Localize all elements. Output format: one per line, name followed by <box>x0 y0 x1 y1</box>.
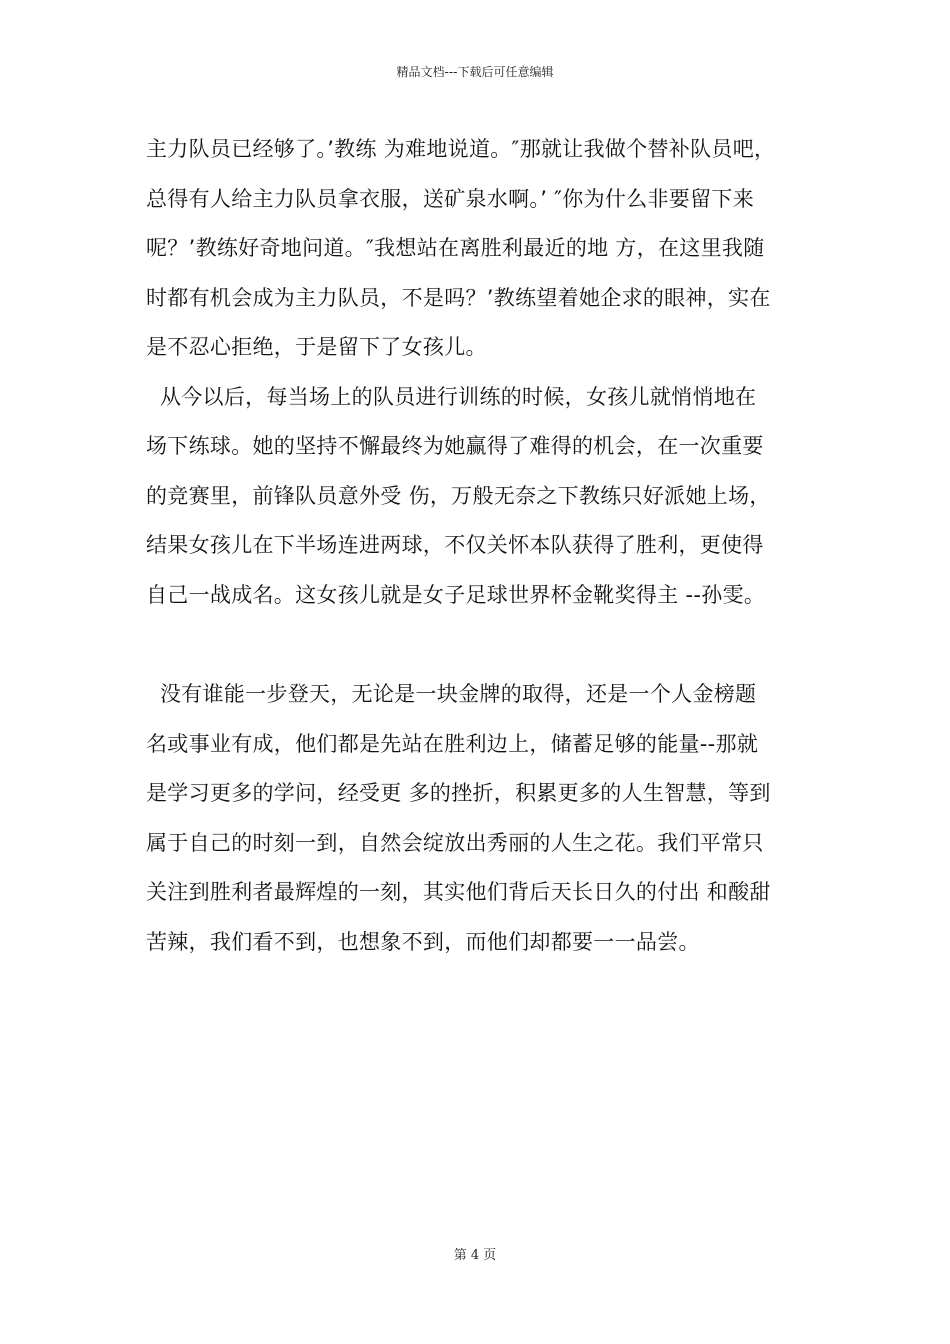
text-line: 苦辣，我们看不到，也想象不到，而他们却都要一一品尝。 <box>146 929 700 954</box>
text-line: 的竞赛里，前锋队员意外受 伤，万般无奈之下教练只好派她上场， <box>146 483 771 508</box>
paragraph-2 <box>146 373 810 621</box>
document-body <box>146 125 810 967</box>
text-line: 从今以后，每当场上的队员进行训练的时候，女孩儿就悄悄地在 <box>146 384 757 409</box>
text-line: 关注到胜利者最辉煌的一刻，其实他们背后天长日久的付出 和酸甜 <box>146 880 771 904</box>
page-header: 精品文档---下载后可任意编辑 <box>396 65 554 79</box>
text-line: 呢？’教练好奇地问道。″我想站在离胜利最近的地 方，在这里我随 <box>146 236 765 260</box>
text-line: 总得有人给主力队员拿衣服，送矿泉水啊。’ ″你为什么非要留下来 <box>146 186 754 211</box>
text-line: 是不忍心拒绝，于是留下了女孩儿。 <box>146 335 487 359</box>
text-line: 自己一战成名。这女孩儿就是女子足球世界杯金靴奖得主 --孙雯。 <box>146 582 766 607</box>
text-line: 名或事业有成，他们都是先站在胜利边上，储蓄足够的能量--那就 <box>146 731 759 756</box>
text-line: 主力队员已经够了。’教练 为难地说道。″那就让我做个替补队员吧， <box>146 137 776 161</box>
text-line: 属于自己的时刻一到，自然会绽放出秀丽的人生之花。我们平常只 <box>146 830 764 855</box>
page-number: 第 4 页 <box>453 1248 497 1263</box>
text-line: 时都有机会成为主力队员，不是吗？’教练望着她企求的眼神，实在 <box>146 285 771 310</box>
paragraph-3 <box>146 670 810 967</box>
text-line: 没有谁能一步登天，无论是一块金牌的取得，还是一个人金榜题 <box>146 682 757 706</box>
text-line: 场下练球。她的坚持不懈最终为她赢得了难得的机会，在一次重要 <box>146 434 764 458</box>
text-line: 是学习更多的学问，经受更 多的挫折，积累更多的人生智慧，等到 <box>146 781 771 805</box>
paragraph-1 <box>146 125 810 373</box>
paragraph-spacer <box>146 620 810 670</box>
text-line: 结果女孩儿在下半场连进两球，不仅关怀本队获得了胜利，更使得 <box>146 533 764 557</box>
